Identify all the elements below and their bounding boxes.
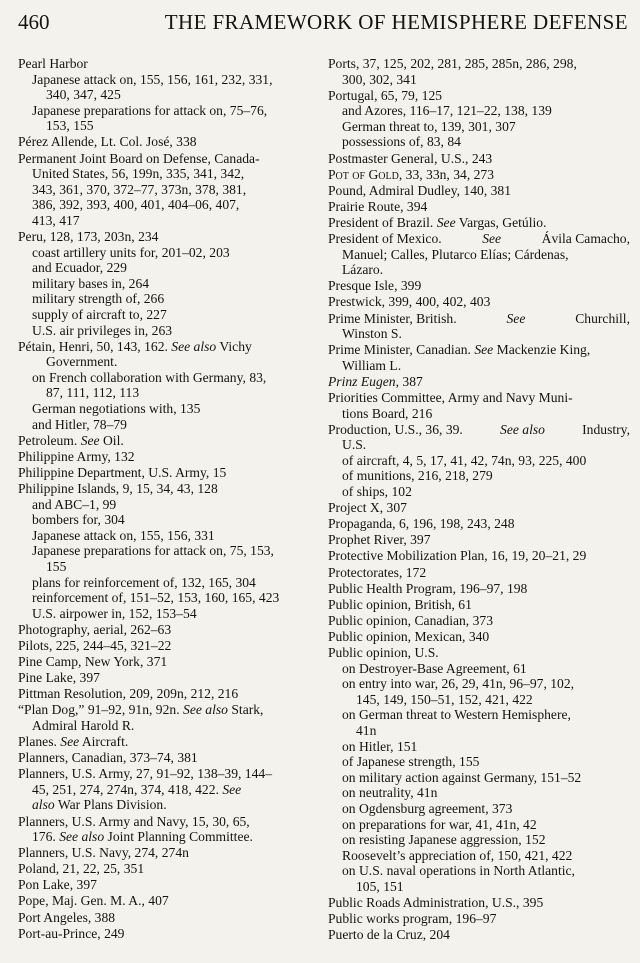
entry-continuation: Manuel; Calles, Plutarco Elías; Cárdenas, [342, 246, 569, 262]
subentry: reinforcement of, 151–52, 153, 160, 165, 423 [32, 590, 280, 606]
entry-continuation: tions Board, 216 [342, 405, 433, 421]
index-entry [328, 311, 630, 342]
index-entry [328, 151, 630, 167]
subentry-continuation: 145, 149, 150–51, 152, 421, 422 [356, 691, 533, 707]
subentry: on entry into war, 26, 29, 41n, 96–97, 102, [342, 676, 575, 692]
subentry: possessions of, 83, 84 [342, 134, 461, 150]
index-entry [328, 532, 630, 548]
index-entry [18, 750, 318, 766]
index-entry [18, 686, 318, 702]
subentry-continuation: 153, 155 [46, 118, 94, 134]
index-entry [328, 516, 630, 532]
subentry: Japanese preparations for attack on, 75–76, [32, 102, 268, 118]
entry-heading: Postmaster General, U.S., 243 [328, 150, 493, 166]
entry-heading: Philippine Islands, 9, 15, 34, 43, 128 [18, 481, 218, 497]
index-entry [18, 877, 318, 893]
entry-continuation [18, 797, 318, 813]
entry-heading: Pon Lake, 397 [18, 877, 97, 893]
subentry: and Azores, 116–17, 121–22, 138, 139 [342, 103, 552, 119]
subentry: of aircraft, 4, 5, 17, 41, 42, 74n, 93, 225, 400 [342, 452, 587, 468]
index-entry [328, 500, 630, 516]
index-entry [18, 670, 318, 686]
page-number: 460 [18, 10, 50, 34]
index-entry [18, 814, 318, 845]
subentry: of ships, 102 [342, 484, 412, 500]
subentry: on Destroyer-Base Agreement, 61 [342, 660, 527, 676]
cross-reference: Ávila Camacho, [541, 231, 630, 247]
entry-continuation: United States, 56, 199n, 335, 341, 342, [32, 166, 245, 182]
subentry: of munitions, 216, 218, 279 [342, 468, 493, 484]
index-entry [18, 638, 318, 654]
entry-heading: Port-au-Prince, 249 [18, 925, 125, 941]
entry-heading: Portugal, 65, 79, 125 [328, 87, 443, 103]
subentry-continuation: 87, 111, 112, 113 [46, 385, 140, 401]
entry-text: “Plan Dog,” 91–92, 91n, 92n. [18, 702, 180, 718]
operation-name: Pot of Gold [328, 166, 399, 182]
entry-heading: Pittman Resolution, 209, 209n, 212, 216 [18, 686, 239, 702]
see-also-label: See also [59, 829, 105, 845]
index-entry [328, 581, 630, 597]
entry-heading: Planners, U.S. Army and Navy, 15, 30, 65, [18, 813, 250, 829]
subentry: on neutrality, 41n [342, 785, 438, 801]
entry-heading: Pine Camp, New York, 371 [18, 654, 168, 670]
entry-text: Pétain, Henri, 50, 143, 162. [18, 338, 168, 354]
index-entry [328, 645, 630, 895]
index-entry [18, 433, 318, 449]
cross-reference: Stark, [231, 702, 264, 718]
entry-heading: Planners, U.S. Army, 27, 91–92, 138–39, 144– [18, 766, 272, 782]
index-entry [328, 597, 630, 613]
entry-continuation: Winston S. [342, 326, 402, 342]
entry-continuation [18, 782, 318, 798]
entry-heading [18, 339, 318, 355]
cross-reference: Joint Planning Committee. [107, 829, 253, 845]
subentry: supply of aircraft to, 227 [32, 307, 167, 322]
entry-heading: Pearl Harbor [18, 56, 88, 71]
entry-heading: Philippine Department, U.S. Army, 15 [18, 464, 227, 480]
page-header [18, 10, 628, 40]
entry-heading: Poland, 21, 22, 25, 351 [18, 861, 145, 877]
subentry: military strength of, 266 [32, 291, 165, 307]
entry-text: , 387 [395, 373, 423, 389]
index-entry [18, 465, 318, 481]
index-entry [328, 56, 630, 87]
entry-heading: Puerto de la Cruz, 204 [328, 927, 450, 943]
entry-heading: Permanent Joint Board on Defense, Canada- [18, 150, 260, 166]
index-entry [328, 927, 630, 943]
index-entry [328, 565, 630, 581]
cross-reference: Vichy [219, 338, 252, 354]
index-entry [328, 215, 630, 231]
entry-continuation [18, 829, 318, 845]
entry-heading: Prairie Route, 394 [328, 198, 428, 214]
entry-heading [328, 374, 630, 390]
entry-heading [18, 734, 318, 750]
cross-reference: War Plans Division. [57, 797, 167, 813]
subentry: and Hitler, 78–79 [32, 416, 127, 432]
entry-heading: Priorities Committee, Army and Navy Muni- [328, 389, 573, 405]
entry-continuation: Admiral Harold R. [32, 717, 135, 733]
entry-text: Production, U.S., 36, 39. [328, 421, 463, 437]
entry-continuation: 343, 361, 370, 372–77, 373n, 378, 381, [32, 181, 247, 197]
subentry: and Ecuador, 229 [32, 260, 127, 276]
subentry: plans for reinforcement of, 132, 165, 304 [32, 574, 256, 590]
index-entry [18, 734, 318, 750]
index-entry [18, 134, 318, 150]
index-entry [18, 893, 318, 909]
entry-text: 176. [32, 829, 56, 845]
subentry: military bases in, 264 [32, 275, 150, 291]
cross-reference: Vargas, Getúlio. [458, 214, 547, 230]
entry-heading: Prophet River, 397 [328, 532, 431, 548]
index-entry [328, 167, 630, 183]
index-entry [18, 654, 318, 670]
entry-heading: Protective Mobilization Plan, 16, 19, 20–21, 29 [328, 548, 587, 564]
entry-continuation: 413, 417 [32, 212, 80, 228]
entry-heading [328, 215, 630, 231]
subentry: Japanese attack on, 155, 156, 161, 232, 331, [32, 71, 273, 87]
entry-text: Petroleum. [18, 432, 78, 448]
index-entry [328, 390, 630, 421]
ship-name: Prinz Eugen [328, 373, 396, 389]
running-title: THE FRAMEWORK OF HEMISPHERE DEFENSE [164, 10, 628, 34]
subentry: on U.S. naval operations in North Atlantic, [342, 863, 575, 879]
index-entry [18, 151, 318, 229]
see-label: See [60, 734, 80, 750]
entry-text: , 33, 33n, 34, 273 [398, 166, 494, 182]
entry-heading: Ports, 37, 125, 202, 281, 285, 285n, 286, 298, [328, 56, 577, 71]
entry-heading: Pound, Admiral Dudley, 140, 381 [328, 182, 512, 198]
index-entry [328, 88, 630, 150]
index-entry [18, 481, 318, 621]
entry-heading [328, 342, 630, 358]
see-label: See [482, 231, 502, 247]
subentry-continuation: 41n [356, 722, 377, 738]
entry-heading: Public works program, 196–97 [328, 911, 497, 927]
entry-heading: Philippine Army, 132 [18, 448, 135, 464]
also-label: also [32, 797, 55, 813]
entry-heading: Public opinion, Canadian, 373 [328, 612, 493, 628]
subentry: and ABC–1, 99 [32, 496, 117, 512]
entry-heading [328, 167, 630, 183]
entry-heading: Protectorates, 172 [328, 564, 427, 580]
index-entry [18, 702, 318, 733]
index-entry [328, 231, 630, 278]
subentry: Japanese preparations for attack on, 75, 153, [32, 543, 274, 559]
index-entry [18, 229, 318, 338]
index-entry [18, 845, 318, 861]
entry-heading [18, 433, 318, 449]
index-entry [18, 56, 318, 134]
index-entry [328, 199, 630, 215]
entry-text: President of Mexico. [328, 231, 442, 247]
index-entry [328, 629, 630, 645]
index-entry [18, 910, 318, 926]
subentry: German threat to, 139, 301, 307 [342, 118, 516, 134]
entry-heading [328, 231, 630, 247]
index-column-right [328, 56, 630, 943]
entry-heading: Peru, 128, 173, 203n, 234 [18, 229, 159, 245]
index-entry [18, 339, 318, 433]
index-entry [328, 422, 630, 500]
subentry: of Japanese strength, 155 [342, 754, 480, 770]
subentry: U.S. airpower in, 152, 153–54 [32, 605, 197, 621]
entry-text: Planes. [18, 734, 57, 750]
subentry: bombers for, 304 [32, 512, 125, 528]
subentry: German negotiations with, 135 [32, 401, 201, 417]
subentry: coast artillery units for, 201–02, 203 [32, 244, 230, 260]
entry-heading [328, 311, 630, 327]
entry-heading: Public Roads Administration, U.S., 395 [328, 894, 544, 910]
subentry: on military action against Germany, 151–52 [342, 769, 582, 785]
see-label: See [506, 310, 526, 326]
see-label: See [436, 214, 456, 230]
index-entry [18, 926, 318, 942]
entry-heading: Pilots, 225, 244–45, 321–22 [18, 637, 172, 653]
index-entry [18, 622, 318, 638]
index-entry [18, 449, 318, 465]
subentry: on Hitler, 151 [342, 738, 418, 754]
index-entry [18, 766, 318, 813]
entry-heading: Public opinion, British, 61 [328, 596, 472, 612]
subentry: on French collaboration with Germany, 83, [32, 369, 267, 385]
see-label: See [222, 781, 242, 797]
index-entry [328, 278, 630, 294]
cross-reference: Mackenzie King, [496, 342, 591, 358]
entry-heading: Port Angeles, 388 [18, 909, 116, 925]
entry-heading: Prestwick, 399, 400, 402, 403 [328, 294, 491, 310]
cross-reference: Aircraft. [81, 734, 129, 750]
entry-heading: Planners, U.S. Navy, 274, 274n [18, 845, 189, 861]
entry-continuation: U.S. [342, 437, 367, 453]
index-entry [328, 911, 630, 927]
entry-heading: Public opinion, U.S. [328, 644, 439, 660]
subentry-continuation: 155 [46, 559, 67, 574]
subentry: U.S. air privileges in, 263 [32, 322, 173, 338]
see-label: See [80, 432, 100, 448]
entry-heading: Presque Isle, 399 [328, 278, 422, 294]
entry-heading: Pope, Maj. Gen. M. A., 407 [18, 893, 169, 909]
entry-heading: Planners, Canadian, 373–74, 381 [18, 750, 198, 766]
entry-heading: Pine Lake, 397 [18, 670, 100, 686]
entry-continuation: Lázaro. [342, 262, 384, 278]
entry-heading: Photography, aerial, 262–63 [18, 621, 172, 637]
index-entry [18, 861, 318, 877]
entry-continuation: 386, 392, 393, 400, 401, 404–06, 407, [32, 197, 240, 213]
subentry: on resisting Japanese aggression, 152 [342, 832, 546, 848]
entry-heading: Pérez Allende, Lt. Col. José, 338 [18, 134, 197, 150]
see-also-label: See also [171, 338, 217, 354]
entry-heading [18, 702, 318, 718]
see-also-label: See also [500, 421, 545, 437]
entry-heading: Public opinion, Mexican, 340 [328, 628, 490, 644]
see-label: See [474, 342, 494, 358]
index-entry [328, 183, 630, 199]
cross-reference: Oil. [102, 432, 124, 448]
entry-continuation: 300, 302, 341 [342, 71, 417, 87]
subentry: on preparations for war, 41, 41n, 42 [342, 816, 537, 832]
subentry-continuation: 340, 347, 425 [46, 87, 121, 103]
index-entry [328, 613, 630, 629]
cross-reference: Churchill, [575, 310, 630, 326]
index-entry [328, 895, 630, 911]
index-entry [328, 342, 630, 373]
entry-heading: Public Health Program, 196–97, 198 [328, 580, 528, 596]
entry-heading: Project X, 307 [328, 500, 407, 516]
index-column-left [18, 56, 318, 942]
index-entry [328, 548, 630, 564]
subentry: on Ogdensburg agreement, 373 [342, 800, 513, 816]
cross-reference: Industry, [582, 421, 630, 437]
entry-text: 45, 251, 274, 274n, 374, 418, 422. [32, 781, 219, 797]
subentry-continuation: 105, 151 [356, 878, 404, 894]
entry-heading [328, 422, 630, 438]
entry-continuation: Government. [46, 354, 118, 370]
see-also-label: See also [183, 702, 228, 718]
entry-text: President of Brazil. [328, 214, 434, 230]
subentry: on German threat to Western Hemisphere, [342, 707, 571, 723]
subentry: Roosevelt’s appreciation of, 150, 421, 422 [342, 847, 573, 863]
index-entry [328, 374, 630, 390]
entry-continuation: William L. [342, 357, 402, 373]
entry-text: Prime Minister, British. [328, 310, 457, 326]
index-entry [328, 294, 630, 310]
entry-text: Prime Minister, Canadian. [328, 342, 471, 358]
subentry: Japanese attack on, 155, 156, 331 [32, 527, 215, 543]
entry-heading: Propaganda, 6, 196, 198, 243, 248 [328, 516, 515, 532]
